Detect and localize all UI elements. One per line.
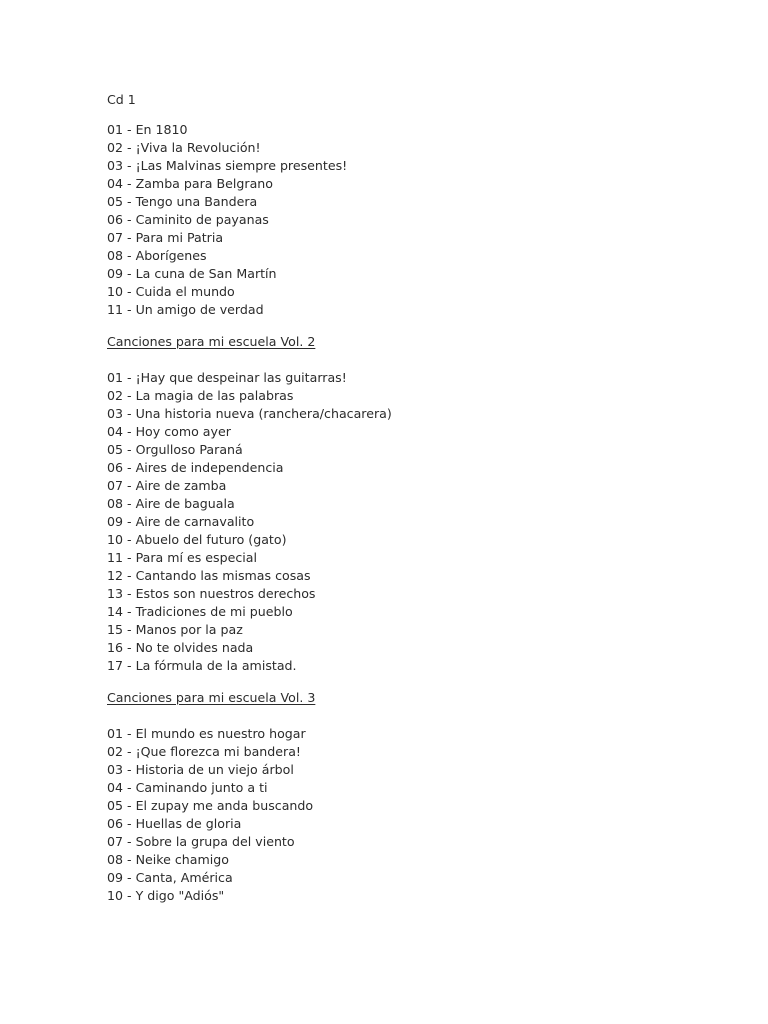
spacer xyxy=(107,109,707,121)
track-item: 10 - Abuelo del futuro (gato) xyxy=(107,532,287,547)
track-item: 01 - El mundo es nuestro hogar xyxy=(107,726,306,741)
track-item: 03 - ¡Las Malvinas siempre presentes! xyxy=(107,158,348,173)
spacer xyxy=(107,319,707,333)
track-item: 11 - Para mí es especial xyxy=(107,550,257,565)
track-item: 04 - Zamba para Belgrano xyxy=(107,176,273,191)
track-item: 16 - No te olvides nada xyxy=(107,640,254,655)
track-item: 12 - Cantando las mismas cosas xyxy=(107,568,311,583)
spacer xyxy=(107,675,707,689)
vol2-title-link[interactable]: Canciones para mi escuela Vol. 2 xyxy=(107,334,316,349)
track-item: 17 - La fórmula de la amistad. xyxy=(107,658,297,673)
track-item: 08 - Aborígenes xyxy=(107,248,207,263)
cd1-title: Cd 1 xyxy=(107,92,136,107)
track-item: 05 - Orgulloso Paraná xyxy=(107,442,243,457)
track-item: 07 - Aire de zamba xyxy=(107,478,227,493)
track-item: 01 - ¡Hay que despeinar las guitarras! xyxy=(107,370,347,385)
track-item: 09 - Aire de carnavalito xyxy=(107,514,255,529)
track-item: 14 - Tradiciones de mi pueblo xyxy=(107,604,293,619)
track-item: 06 - Aires de independencia xyxy=(107,460,284,475)
track-item: 03 - Historia de un viejo árbol xyxy=(107,762,294,777)
track-item: 09 - Canta, América xyxy=(107,870,233,885)
cd1-track-list xyxy=(107,121,707,319)
track-item: 01 - En 1810 xyxy=(107,122,188,137)
track-item: 09 - La cuna de San Martín xyxy=(107,266,277,281)
track-item: 08 - Neike chamigo xyxy=(107,852,229,867)
vol2-track-list xyxy=(107,369,707,675)
track-item: 07 - Para mi Patria xyxy=(107,230,224,245)
track-item: 10 - Cuida el mundo xyxy=(107,284,235,299)
track-item: 03 - Una historia nueva (ranchera/chacarera) xyxy=(107,406,392,421)
track-item: 10 - Y digo "Adiós" xyxy=(107,888,225,903)
vol3-title-link[interactable]: Canciones para mi escuela Vol. 3 xyxy=(107,690,316,705)
track-item: 04 - Caminando junto a ti xyxy=(107,780,268,795)
track-item: 13 - Estos son nuestros derechos xyxy=(107,586,316,601)
track-item: 04 - Hoy como ayer xyxy=(107,424,231,439)
track-item: 06 - Huellas de gloria xyxy=(107,816,242,831)
spacer xyxy=(107,351,707,369)
track-item: 02 - ¡Que florezca mi bandera! xyxy=(107,744,301,759)
track-item: 07 - Sobre la grupa del viento xyxy=(107,834,295,849)
track-item: 05 - El zupay me anda buscando xyxy=(107,798,314,813)
track-item: 08 - Aire de baguala xyxy=(107,496,235,511)
track-item: 02 - La magia de las palabras xyxy=(107,388,294,403)
document-page xyxy=(107,91,707,905)
track-item: 15 - Manos por la paz xyxy=(107,622,243,637)
vol3-track-list xyxy=(107,725,707,905)
track-item: 05 - Tengo una Bandera xyxy=(107,194,258,209)
track-item: 06 - Caminito de payanas xyxy=(107,212,269,227)
spacer xyxy=(107,707,707,725)
track-item: 11 - Un amigo de verdad xyxy=(107,302,264,317)
track-item: 02 - ¡Viva la Revolución! xyxy=(107,140,261,155)
